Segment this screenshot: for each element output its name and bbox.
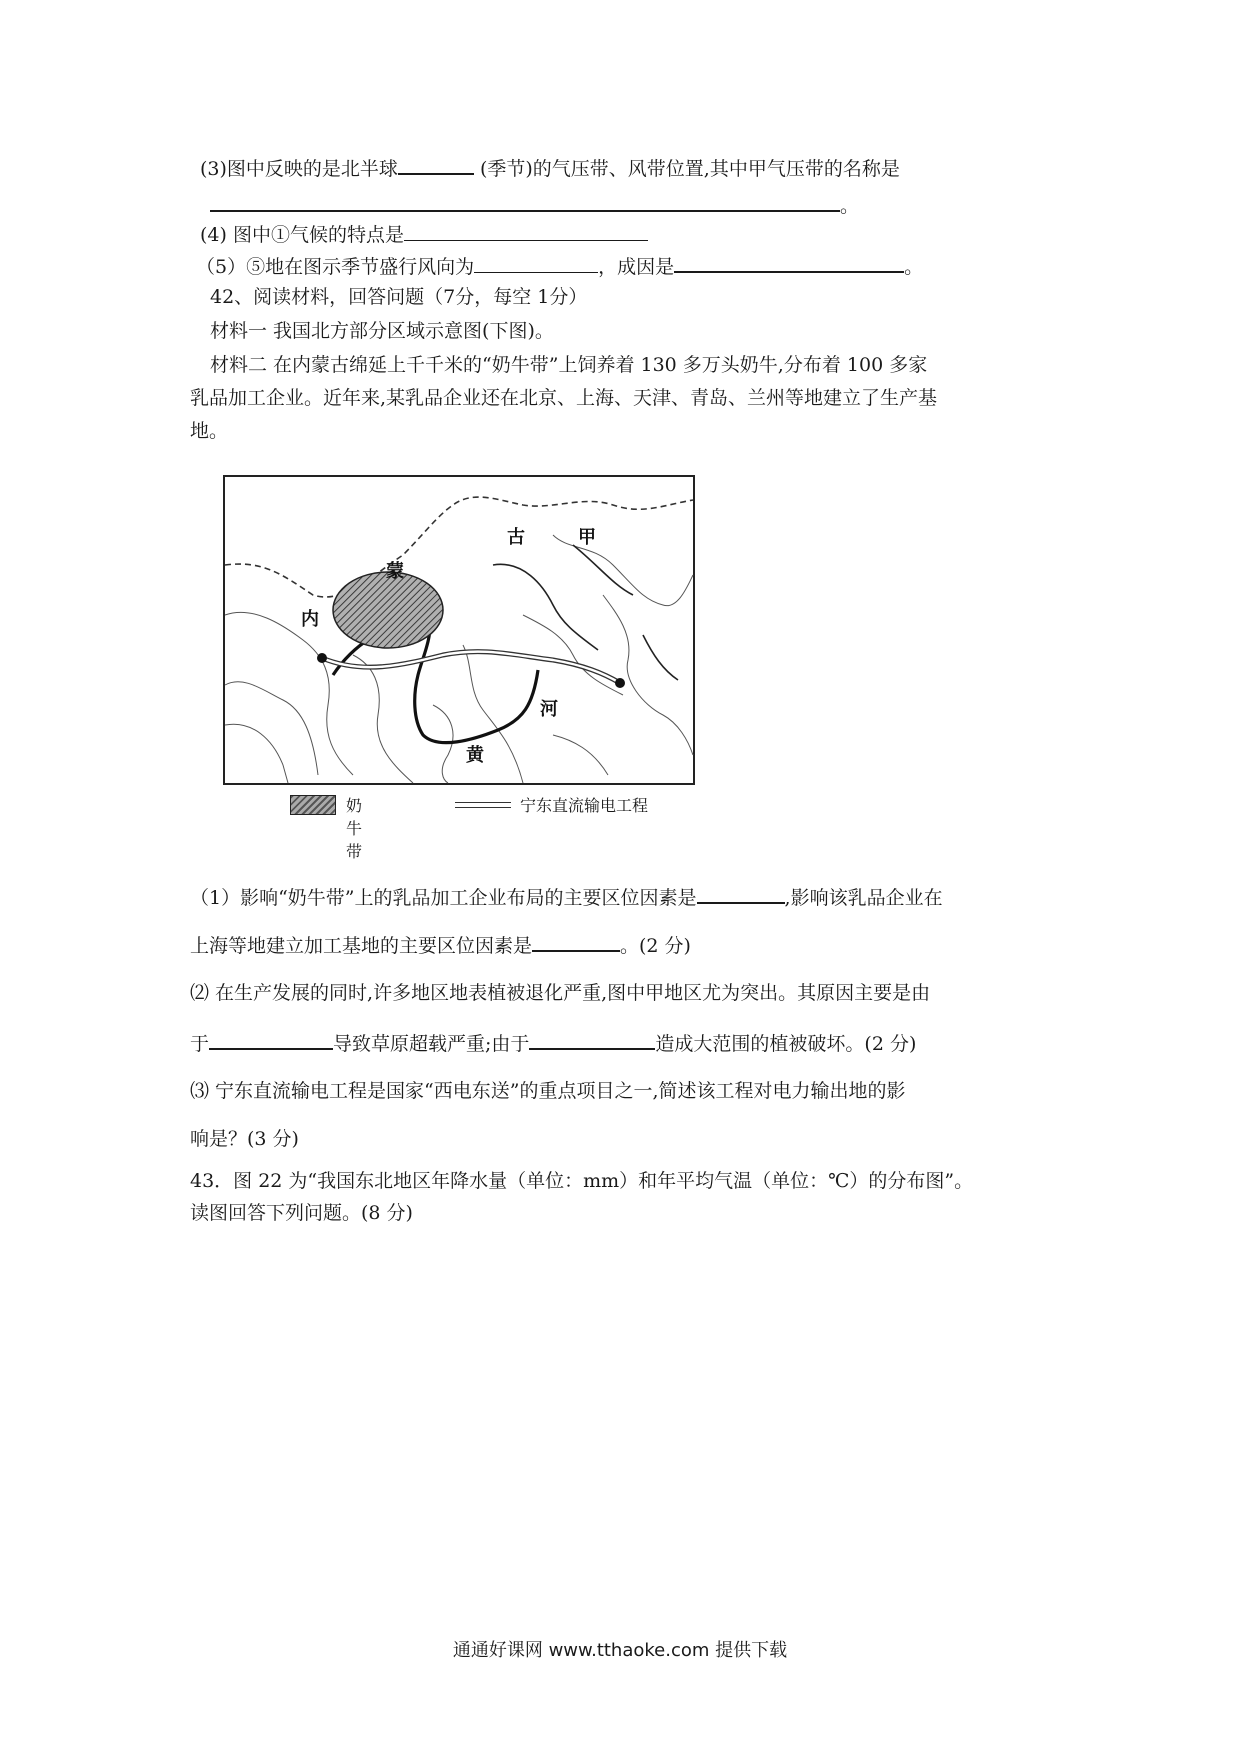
map-frame (224, 476, 694, 784)
blank-dairy-factor[interactable] (697, 884, 785, 904)
q42-material2-line3: 地。 (190, 420, 229, 442)
map-label-meng: 蒙 (386, 561, 404, 582)
q41-5: （5）⑤地在图示季节盛行风向为 ，成因是 。 (196, 253, 923, 280)
map-label-jia: 甲 (578, 527, 596, 548)
blank-season[interactable] (398, 155, 474, 175)
q42-title: 42、阅读材料，回答问题（7分，每空 1分） (210, 286, 588, 308)
page-footer: 通通好课网 www.tthaoke.com 提供下载 (452, 1640, 788, 1661)
power-line-end-point (615, 678, 625, 688)
q42-1-line1: （1）影响“奶牛带”上的乳品加工企业布局的主要区位因素是 ,影响该乳品企业在 (190, 884, 943, 911)
power-line-start-point (317, 653, 327, 663)
blank-vegetation-cause[interactable] (529, 1030, 655, 1050)
map-label-huang: 黄 (466, 745, 484, 766)
legend-power-line: 宁东直流输电工程 (520, 796, 649, 815)
q41-4: (4) 图中①气候的特点是 (200, 222, 648, 248)
blank-wind-direction[interactable] (474, 254, 598, 273)
q42-material1: 材料一 我国北方部分区域示意图(下图)。 (210, 320, 554, 342)
dairy-belt-swatch (290, 795, 336, 815)
blank-climate-feature[interactable] (404, 222, 648, 241)
map-label-gu: 古 (507, 527, 525, 548)
blank-pressure-belt-name[interactable] (210, 192, 840, 212)
northern-china-map (223, 475, 695, 785)
q41-3-line1: (3)图中反映的是北半球 (季节)的气压带、风带位置,其中甲气压带的名称是 (200, 155, 900, 182)
legend-dairy-belt: 奶牛带 (346, 796, 363, 861)
q42-3-line2: 响是？(3 分) (190, 1128, 299, 1150)
blank-overgrazing-cause[interactable] (209, 1030, 333, 1050)
map-label-he: 河 (540, 699, 558, 720)
map-label-nei: 内 (301, 609, 319, 630)
q42-2-line2: 于 导致草原超载严重;由于 造成大范围的植被破坏。(2 分) (190, 1030, 916, 1057)
q42-1-line2: 上海等地建立加工基地的主要区位因素是 。(2 分) (190, 932, 691, 959)
blank-wind-cause[interactable] (674, 253, 904, 273)
q42-material2-line1: 材料二 在内蒙古绵延上千千米的“奶牛带”上饲养着 130 多万头奶牛,分布着 100 多家 (210, 354, 928, 376)
blank-shanghai-factor[interactable] (532, 932, 620, 952)
q42-material2-line2: 乳品加工企业。近年来,某乳品企业还在北京、上海、天津、青岛、兰州等地建立了生产基 (190, 387, 938, 409)
q42-2-line1: ⑵ 在生产发展的同时,许多地区地表植被退化严重,图中甲地区尤为突出。其原因主要是由 (190, 982, 931, 1004)
power-line-swatch (455, 802, 511, 808)
q43-line1: 43．图 22 为“我国东北地区年降水量（单位：mm）和年平均气温（单位：℃）的分布图”。 (190, 1170, 974, 1192)
q43-line2: 读图回答下列问题。(8 分) (190, 1202, 413, 1224)
q41-3-line2: 。 (210, 192, 859, 219)
dairy-belt-area (333, 572, 443, 648)
q42-3-line1: ⑶ 宁东直流输电工程是国家“西电东送”的重点项目之一,简述该工程对电力输出地的影 (190, 1080, 906, 1102)
